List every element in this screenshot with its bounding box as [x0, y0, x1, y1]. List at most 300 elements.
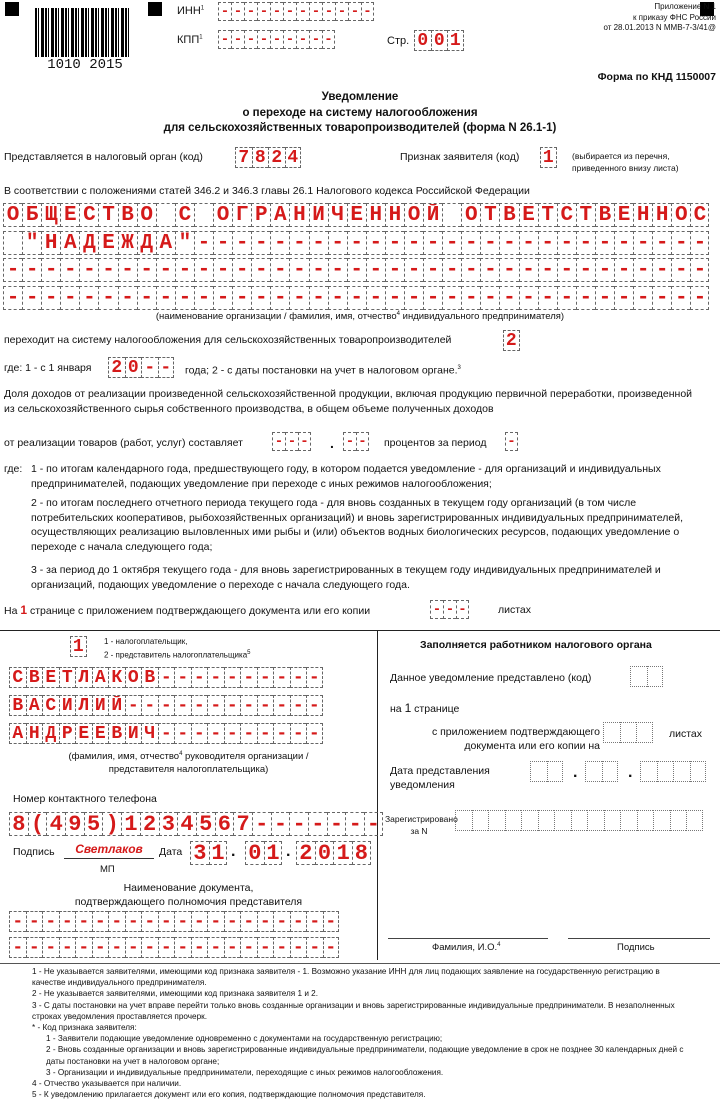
char-cell: -	[9, 911, 26, 932]
char-cell: -	[194, 231, 213, 255]
char-cell: 3	[190, 841, 209, 865]
phone-label: Номер контактного телефона	[13, 793, 157, 805]
char-cell: -	[273, 911, 290, 932]
barcode	[35, 8, 131, 60]
char-cell: -	[79, 286, 98, 310]
signer-code-field[interactable]	[70, 636, 87, 657]
char-cell: -	[191, 667, 208, 688]
char-cell: Р	[251, 203, 270, 227]
char-cell: -	[404, 231, 423, 255]
char-cell: И	[92, 695, 109, 716]
footnote: 2 - Вновь созданные организации и вновь зарегистрированные индивидуальные предприниматели, подающие уведомление в срок не позднее 30 календарных дней с даты постановки на учет в налоговом органе;	[46, 1045, 684, 1066]
char-cell: -	[22, 258, 41, 282]
page-number-field[interactable]	[414, 30, 464, 51]
char-cell: -	[174, 667, 191, 688]
char-cell: -	[557, 286, 576, 310]
authority-doc-line-1[interactable]	[9, 911, 339, 932]
char-cell: -	[98, 286, 117, 310]
org-name-line-3[interactable]	[3, 258, 709, 282]
char-cell: -	[273, 937, 290, 958]
char-cell: -	[207, 667, 224, 688]
legal-basis: В соответствии с положениями статей 346.2 и 346.3 главы 26.1 Налогового кодекса Российской Федерации	[4, 185, 530, 197]
presentation-month-field[interactable]	[585, 761, 618, 782]
char-cell: )	[102, 812, 121, 836]
transition-year-end: года; 2 - с даты постановки на учет в налоговом органе.$^3$	[185, 364, 461, 377]
char-cell: -	[690, 231, 709, 255]
char-cell: -	[207, 723, 224, 744]
char-cell: -	[273, 695, 290, 716]
transition-code-field[interactable]	[503, 330, 520, 351]
char-cell: -	[213, 231, 232, 255]
transition-text: переходит на систему налогообложения для сельскохозяйственных товаропроизводителей	[4, 334, 452, 346]
char-cell: Е	[614, 203, 633, 227]
char-cell: Н	[652, 203, 671, 227]
signer-surname-field[interactable]	[9, 667, 323, 688]
char-cell: -	[322, 2, 335, 21]
char-cell: Д	[79, 231, 98, 255]
char-cell: -	[118, 286, 137, 310]
char-cell: -	[298, 432, 311, 451]
char-cell: Ч	[141, 723, 158, 744]
char-cell: С	[9, 667, 26, 688]
char-cell: -	[306, 937, 323, 958]
char-cell	[530, 761, 547, 782]
char-cell: 3	[159, 812, 178, 836]
char-cell: -	[224, 937, 241, 958]
sign-caption: Подпись	[617, 942, 655, 953]
char-cell: 2	[503, 330, 520, 351]
char-cell: -	[480, 258, 499, 282]
char-cell: -	[404, 258, 423, 282]
char-cell: -	[174, 937, 191, 958]
char-cell: 9	[65, 812, 84, 836]
char-cell: -	[156, 286, 175, 310]
char-cell: -	[557, 231, 576, 255]
char-cell: -	[335, 2, 348, 21]
char-cell: -	[576, 231, 595, 255]
char-cell	[653, 810, 670, 831]
char-cell: -	[9, 937, 26, 958]
char-cell: -	[283, 2, 296, 21]
footnotes	[32, 966, 694, 1118]
char-cell: Й	[108, 695, 125, 716]
kpp-label: КПП$^1$	[177, 34, 203, 46]
char-cell: -	[141, 911, 158, 932]
char-cell: -	[361, 2, 374, 21]
char-cell: -	[141, 357, 158, 378]
char-cell: Д	[42, 723, 59, 744]
char-cell: -	[240, 695, 257, 716]
char-cell: -	[92, 911, 109, 932]
presentation-year-field[interactable]	[640, 761, 706, 782]
presentation-day-field[interactable]	[530, 761, 563, 782]
char-cell: -	[499, 258, 518, 282]
footnote-divider	[0, 963, 720, 964]
income-text: Доля доходов от реализации произведенной сельскохозяйственной продукции, включая продукцию первичной переработки, произведенной из сельскохозяйственного сырья собственного производства, в общем объеме полученных доходов	[4, 388, 693, 415]
char-cell: -	[442, 231, 461, 255]
char-cell: 4	[46, 812, 65, 836]
char-cell: В	[595, 203, 614, 227]
decimal-dot: .	[330, 435, 334, 451]
char-cell: -	[98, 258, 117, 282]
char-cell: -	[75, 911, 92, 932]
char-cell: В	[118, 203, 137, 227]
income-percent-int[interactable]	[272, 432, 311, 451]
date-label: Дата	[159, 846, 183, 858]
char-cell: -	[218, 30, 231, 49]
char-cell	[636, 722, 653, 743]
char-cell: -	[480, 286, 499, 310]
signature: Светлаков	[64, 842, 154, 859]
char-cell: О	[671, 203, 690, 227]
char-cell: -	[328, 231, 347, 255]
char-cell: -	[366, 286, 385, 310]
date-dot-2: .	[286, 843, 291, 860]
char-cell: -	[306, 667, 323, 688]
char-cell	[3, 231, 22, 255]
on-pages-label: на 1 странице	[390, 701, 460, 715]
date-day-field[interactable]	[190, 841, 227, 865]
char-cell: Н	[633, 203, 652, 227]
char-cell: 1	[540, 147, 557, 168]
char-cell: -	[519, 286, 538, 310]
char-cell: -	[690, 286, 709, 310]
char-cell: -	[348, 2, 361, 21]
char-cell: -	[364, 812, 383, 836]
char-cell: Е	[92, 723, 109, 744]
char-cell: -	[519, 258, 538, 282]
char-cell: 1	[121, 812, 140, 836]
char-cell: -	[442, 286, 461, 310]
char-cell: -	[257, 667, 274, 688]
char-cell: -	[137, 286, 156, 310]
page-label: Стр.	[387, 35, 410, 47]
char-cell: Т	[59, 667, 76, 688]
org-name-line-2[interactable]	[3, 231, 709, 255]
char-cell	[657, 761, 674, 782]
char-cell	[620, 722, 637, 743]
char-cell: -	[60, 258, 79, 282]
presentation-dot-2: .	[628, 764, 633, 781]
char-cell: -	[538, 231, 557, 255]
char-cell: -	[231, 30, 244, 49]
signer-name-field[interactable]	[9, 695, 323, 716]
applicant-label: Признак заявителя (код)	[400, 151, 520, 163]
char-cell: -	[3, 258, 22, 282]
char-cell: Е	[75, 723, 92, 744]
char-cell: -	[191, 695, 208, 716]
org-name-line-1[interactable]	[3, 203, 709, 227]
char-cell: -	[385, 231, 404, 255]
registration-number-field[interactable]	[455, 810, 703, 831]
char-cell: 7	[233, 812, 252, 836]
char-cell: -	[213, 258, 232, 282]
char-cell: О	[461, 203, 480, 227]
footnote: 2 - Не указывается заявителями, имеющими код признака заявителя 1 и 2.	[32, 989, 319, 999]
char-cell: -	[257, 937, 274, 958]
char-cell: -	[309, 30, 322, 49]
char-cell: Д	[137, 231, 156, 255]
char-cell: (	[28, 812, 47, 836]
char-cell: -	[158, 357, 175, 378]
char-cell	[554, 810, 571, 831]
char-cell: -	[240, 937, 257, 958]
char-cell: -	[270, 2, 283, 21]
corner-marker-left	[5, 2, 19, 16]
char-cell: -	[456, 600, 469, 619]
char-cell	[637, 810, 654, 831]
char-cell: "	[22, 231, 41, 255]
char-cell: -	[366, 258, 385, 282]
char-cell: 0	[431, 30, 448, 51]
char-cell: А	[156, 231, 175, 255]
char-cell: -	[309, 286, 328, 310]
char-cell	[455, 810, 472, 831]
char-cell: -	[141, 695, 158, 716]
inn-field[interactable]	[218, 2, 374, 21]
char-cell: Н	[366, 203, 385, 227]
sales-label: от реализации товаров (работ, услуг) составляет	[4, 437, 243, 449]
char-cell: -	[251, 258, 270, 282]
income-percent-frac[interactable]	[343, 432, 369, 451]
char-cell: -	[270, 30, 283, 49]
tax-office-title: Заполняется работником налогового органа	[420, 639, 652, 651]
char-cell: -	[289, 286, 308, 310]
char-cell: -	[652, 231, 671, 255]
char-cell: -	[224, 723, 241, 744]
period-option-1: 1 - по итогам календарного года, предшествующего году, в котором подается уведомление - для организаций и индивидуальных предпринимателей, подающих уведомление при переходе с иных режимов налогообложения;	[31, 463, 661, 490]
char-cell: -	[79, 258, 98, 282]
char-cell: -	[158, 695, 175, 716]
char-cell: Г	[232, 203, 251, 227]
char-cell: -	[137, 258, 156, 282]
char-cell: -	[41, 258, 60, 282]
char-cell: -	[345, 812, 364, 836]
char-cell: И	[309, 203, 328, 227]
char-cell: 0	[125, 357, 142, 378]
phone-field[interactable]	[9, 812, 383, 836]
char-cell: -	[289, 258, 308, 282]
char-cell: -	[158, 911, 175, 932]
char-cell: 1	[447, 30, 464, 51]
char-cell: -	[595, 258, 614, 282]
horizontal-divider	[0, 630, 720, 631]
char-cell: -	[385, 258, 404, 282]
pages-suffix: листах	[498, 604, 532, 616]
char-cell: 0	[315, 841, 334, 865]
char-cell: Л	[75, 695, 92, 716]
char-cell: -	[42, 937, 59, 958]
char-cell: -	[289, 812, 308, 836]
char-cell: К	[108, 667, 125, 688]
char-cell: 6	[215, 812, 234, 836]
char-cell: Е	[519, 203, 538, 227]
char-cell: -	[224, 911, 241, 932]
char-cell: -	[385, 286, 404, 310]
registration-label: Зарегистрировано за N	[385, 814, 458, 836]
char-cell: -	[194, 258, 213, 282]
char-cell: -	[443, 600, 456, 619]
attachment-sheets-field[interactable]	[430, 600, 469, 619]
char-cell: -	[633, 231, 652, 255]
char-cell	[194, 203, 213, 227]
char-cell: -	[231, 2, 244, 21]
char-cell: -	[306, 911, 323, 932]
char-cell: 8	[9, 812, 28, 836]
char-cell: А	[9, 723, 26, 744]
char-cell: -	[614, 258, 633, 282]
char-cell: -	[191, 937, 208, 958]
char-cell: С	[557, 203, 576, 227]
transition-year-field[interactable]	[108, 357, 174, 378]
date-month-field[interactable]	[245, 841, 282, 865]
authority-label: Представляется в налоговый орган (код)	[4, 151, 203, 163]
char-cell	[156, 203, 175, 227]
char-cell: -	[174, 695, 191, 716]
char-cell: -	[614, 231, 633, 255]
char-cell: -	[309, 258, 328, 282]
char-cell	[647, 666, 664, 687]
char-cell: 1	[209, 841, 228, 865]
char-cell: -	[323, 937, 340, 958]
char-cell: -	[557, 258, 576, 282]
char-cell: -	[404, 286, 423, 310]
char-cell: С	[690, 203, 709, 227]
char-cell: -	[156, 258, 175, 282]
char-cell: -	[272, 432, 285, 451]
char-cell: -	[290, 937, 307, 958]
char-cell: -	[191, 911, 208, 932]
date-dot-1: .	[231, 843, 236, 860]
char-cell	[547, 761, 564, 782]
income-where: где:	[4, 463, 23, 475]
char-cell: О	[137, 203, 156, 227]
char-cell: А	[270, 203, 289, 227]
char-cell: Н	[26, 723, 43, 744]
vertical-divider	[377, 630, 378, 960]
char-cell: -	[174, 723, 191, 744]
footnote: 1 - Не указывается заявителями, имеющими код признака заявителя - 1. Возможно указание ИНН для лиц подающих заявление на государственную регистрацию в качестве индивидуального предпринимателя.	[32, 967, 660, 988]
char-cell: 5	[196, 812, 215, 836]
char-cell: -	[328, 258, 347, 282]
char-cell: 1	[264, 841, 283, 865]
char-cell	[442, 203, 461, 227]
char-cell: -	[538, 286, 557, 310]
char-cell: -	[322, 30, 335, 49]
char-cell: 1	[333, 841, 352, 865]
char-cell	[538, 810, 555, 831]
char-cell: В	[499, 203, 518, 227]
corner-marker-center	[148, 2, 162, 16]
char-cell: -	[423, 231, 442, 255]
char-cell: -	[356, 432, 369, 451]
char-cell: Е	[60, 203, 79, 227]
char-cell: -	[207, 937, 224, 958]
char-cell	[630, 666, 647, 687]
char-cell: -	[633, 258, 652, 282]
footnote: 1 - Заявители подающие уведомление одновременно с документами на государственную регистрацию;	[46, 1034, 443, 1044]
date-year-field[interactable]	[296, 841, 371, 865]
pages-prefix: На 1 странице с приложением подтверждающего документа или его копии	[4, 603, 371, 617]
char-cell: -	[257, 911, 274, 932]
presentation-dot-1: .	[573, 764, 578, 781]
income-period-field[interactable]	[505, 432, 518, 451]
char-cell: -	[240, 911, 257, 932]
signer-patronymic-field[interactable]	[9, 723, 323, 744]
signer-options: 1 - налогоплательщик, 2 - представитель налогоплательщика$^5$	[104, 637, 251, 660]
char-cell: -	[480, 231, 499, 255]
char-cell: -	[347, 286, 366, 310]
char-cell: Е	[42, 667, 59, 688]
char-cell: -	[461, 286, 480, 310]
char-cell: 8	[252, 147, 269, 168]
char-cell: -	[108, 911, 125, 932]
char-cell: -	[423, 286, 442, 310]
org-name-line-4[interactable]	[3, 286, 709, 310]
char-cell: В	[26, 667, 43, 688]
char-cell: -	[22, 286, 41, 310]
authority-doc-line-2[interactable]	[9, 937, 339, 958]
char-cell: -	[499, 231, 518, 255]
char-cell: В	[108, 723, 125, 744]
char-cell: -	[257, 2, 270, 21]
char-cell: -	[347, 258, 366, 282]
applicant-code-field[interactable]	[540, 147, 557, 168]
kpp-field[interactable]	[218, 30, 335, 49]
char-cell	[604, 810, 621, 831]
char-cell: -	[306, 695, 323, 716]
char-cell	[571, 810, 588, 831]
char-cell: С	[175, 203, 194, 227]
char-cell: -	[158, 667, 175, 688]
char-cell: О	[213, 203, 232, 227]
char-cell: -	[652, 258, 671, 282]
char-cell: -	[257, 695, 274, 716]
char-cell: С	[79, 203, 98, 227]
char-cell: -	[191, 723, 208, 744]
char-cell: 0	[245, 841, 264, 865]
with-doc-sheets-field[interactable]	[603, 722, 653, 743]
form-code: Форма по КНД 1150007	[597, 71, 716, 83]
char-cell: -	[257, 30, 270, 49]
barcode-number: 1010 2015	[30, 57, 140, 73]
char-cell: 7	[235, 147, 252, 168]
char-cell: Н	[289, 203, 308, 227]
char-cell: -	[328, 286, 347, 310]
char-cell: -	[158, 723, 175, 744]
char-cell: -	[327, 812, 346, 836]
char-cell: -	[218, 2, 231, 21]
period-option-2: 2 - по итогам последнего отчетного периода текущего года - для вновь созданных в текущем году организаций (в том числе потребительских кооперативов, рыбохозяйственных организаций) и вновь зарегистрированных индивидуальных предпринимателей, осуществляющих реализацию выловленных ими рыбы и (или) объектов водных биологических ресурсов, подающих уведомление о переходе с начала следующего года;	[31, 497, 683, 553]
char-cell: -	[343, 432, 356, 451]
char-cell: Н	[385, 203, 404, 227]
char-cell: -	[270, 286, 289, 310]
presented-code-field[interactable]	[630, 666, 663, 687]
char-cell: 2	[108, 357, 125, 378]
char-cell: Т	[480, 203, 499, 227]
char-cell: -	[671, 286, 690, 310]
char-cell: А	[60, 231, 79, 255]
authority-code-field[interactable]	[235, 147, 301, 168]
char-cell: -	[290, 667, 307, 688]
char-cell: -	[3, 286, 22, 310]
char-cell: -	[519, 231, 538, 255]
char-cell	[472, 810, 489, 831]
char-cell: Е	[347, 203, 366, 227]
char-cell: -	[92, 937, 109, 958]
char-cell	[603, 722, 620, 743]
char-cell: -	[232, 258, 251, 282]
